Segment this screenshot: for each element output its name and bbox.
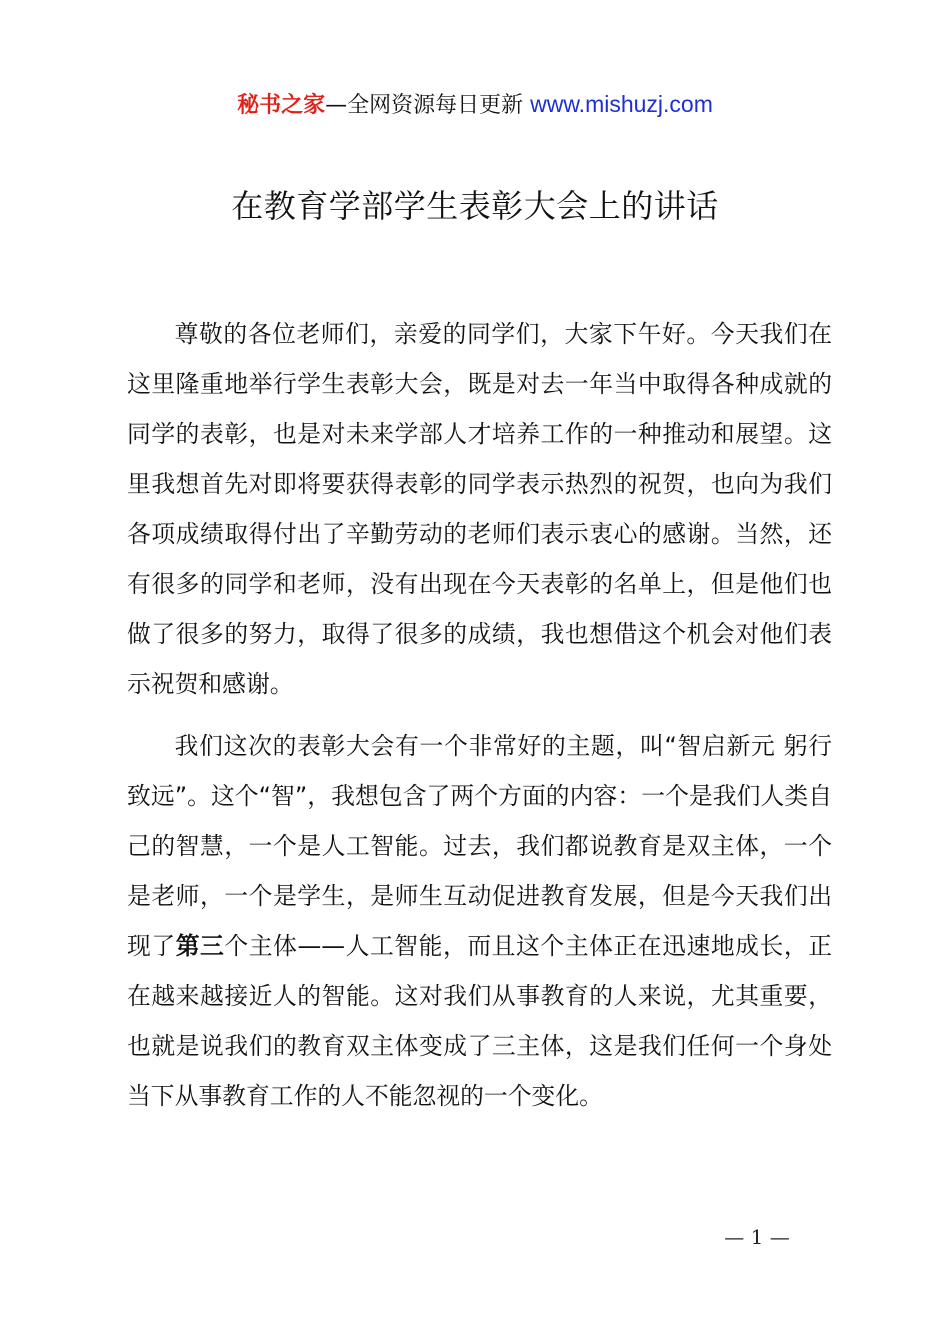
site-brand: 秘书之家 xyxy=(237,93,326,118)
paragraph-2-bold-text: 第三 xyxy=(175,932,225,960)
paragraph-2-text-start: 我们这次的表彰大会有一个非常好的主题，叫“智启新元 躬行致远”。这个“智”，我想包含了两个方面的内容：一个是我们人类自己的智慧，一个是人工智能。过去，我们都说教育是双主体，一个是老师，一个是学生，是师生互动促进教育发展，但是今天我们出现了 xyxy=(127,732,832,960)
paragraph-1: 尊敬的各位老师们，亲爱的同学们，大家下午好。今天我们在这里隆重地举行学生表彰大会，既是对去一年当中取得各种成就的同学的表彰，也是对未来学部人才培养工作的一种推动和展望。这里我想首先对即将要获得表彰的同学表示热烈的祝贺，也向为我们各项成绩取得付出了辛勤劳动的老师们表示衷心的感谢。当然，还有很多的同学和老师，没有出现在今天表彰的名单上，但是他们也做了很多的努力，取得了很多的成绩，我也想借这个机会对他们表示祝贺和感谢。 xyxy=(127,320,832,698)
site-tagline: —全网资源每日更新 xyxy=(325,93,531,118)
document-title: 在教育学部学生表彰大会上的讲话 xyxy=(231,187,719,225)
paragraph-2 xyxy=(127,721,832,1121)
page-number: — 1 — xyxy=(724,1225,790,1249)
site-header xyxy=(0,86,950,124)
site-url-link[interactable]: www.mishuzj.com xyxy=(530,91,713,117)
document-body xyxy=(127,309,832,1133)
paragraph-2-text-end: 个主体——人工智能，而且这个主体正在迅速地成长，正在越来越接近人的智能。这对我们从事教育的人来说，尤其重要，也就是说我们的教育双主体变成了三主体，这是我们任何一个身处当下从事教育工作的人不能忽视的一个变化。 xyxy=(127,932,833,1110)
